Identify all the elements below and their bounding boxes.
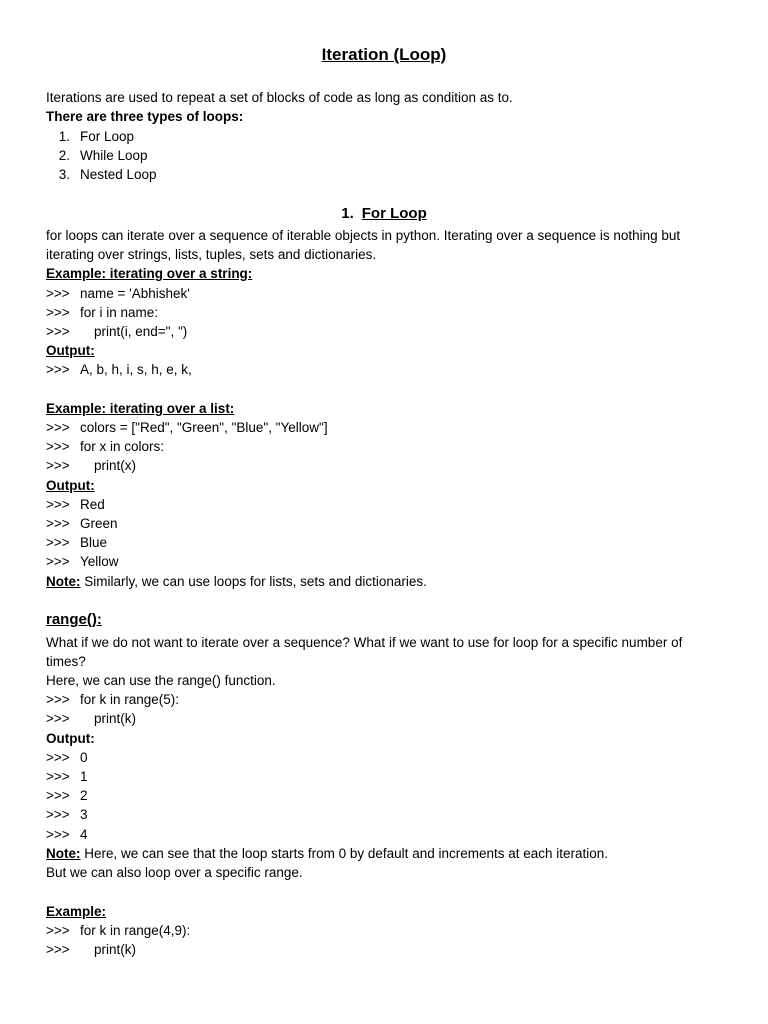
output-line — [46, 805, 88, 824]
section-title: For Loop — [361, 205, 427, 222]
output-text: 4 — [80, 827, 88, 842]
prompt: >>> — [46, 769, 70, 784]
output-line — [46, 767, 88, 786]
code-text: colors = ["Red", "Green", "Blue", "Yellow"] — [80, 420, 328, 435]
range-desc-line2: times? — [46, 654, 86, 669]
code-text: for i in name: — [80, 305, 159, 320]
code-line — [46, 303, 158, 322]
output-text: 3 — [80, 807, 88, 822]
output-text: Green — [80, 516, 118, 531]
code-text: for k in range(4,9): — [80, 923, 191, 938]
prompt: >>> — [46, 554, 70, 569]
example-label: Example: — [46, 904, 107, 919]
prompt: >>> — [46, 711, 70, 726]
prompt: >>> — [46, 942, 70, 957]
output-line — [46, 514, 118, 533]
code-line — [46, 709, 136, 728]
output-text: 0 — [80, 750, 88, 765]
prompt: >>> — [46, 827, 70, 842]
note-label: Note: — [46, 574, 81, 589]
list-item — [46, 127, 134, 146]
output-line — [46, 748, 88, 767]
prompt: >>> — [46, 362, 70, 377]
prompt: >>> — [46, 305, 70, 320]
note-label: Note: — [46, 846, 81, 861]
prompt: >>> — [46, 807, 70, 822]
list-item — [46, 146, 148, 165]
code-line — [46, 456, 136, 475]
section-number: 1. — [341, 205, 354, 222]
prompt: >>> — [46, 286, 70, 301]
note-line — [46, 844, 608, 863]
note-text: Similarly, we can use loops for lists, sets and dictionaries. — [84, 574, 427, 589]
output-label: Output: — [46, 343, 95, 358]
intro-text: Iterations are used to repeat a set of blocks of code as long as condition as to. — [46, 90, 513, 105]
page-title: Iteration (Loop) — [321, 45, 447, 64]
prompt: >>> — [46, 692, 70, 707]
list-label: While Loop — [80, 148, 148, 163]
prompt: >>> — [46, 439, 70, 454]
code-line — [46, 690, 179, 709]
code-line — [46, 921, 190, 940]
code-text: for x in colors: — [80, 439, 165, 454]
for-loop-heading — [46, 205, 722, 222]
list-number: 2. — [58, 148, 70, 163]
output-text: 2 — [80, 788, 88, 803]
code-text: print(x) — [94, 458, 137, 473]
range-desc-line1: What if we do not want to iterate over a sequence? What if we want to use for loop for a specific number of — [46, 635, 683, 650]
output-text: Yellow — [80, 554, 119, 569]
range-desc-line3: Here, we can use the range() function. — [46, 673, 276, 688]
for-desc-line2: iterating over strings, lists, tuples, sets and dictionaries. — [46, 247, 377, 262]
code-text: name = 'Abhishek' — [80, 286, 190, 301]
range-after-note: But we can also loop over a specific range. — [46, 865, 303, 880]
output-line — [46, 495, 105, 514]
prompt: >>> — [46, 923, 70, 938]
list-number: 1. — [58, 129, 70, 144]
output-text: A, b, h, i, s, h, e, k, — [80, 362, 192, 377]
code-text: print(i, end=", ") — [94, 324, 188, 339]
code-line — [46, 418, 328, 437]
example-string-heading: Example: iterating over a string: — [46, 266, 253, 281]
list-label: For Loop — [80, 129, 135, 144]
code-line — [46, 940, 136, 959]
for-desc-line1: for loops can iterate over a sequence of iterable objects in python. Iterating over a sequence is nothing but — [46, 228, 681, 243]
output-label: Output: — [46, 478, 95, 493]
output-line — [46, 533, 107, 552]
output-line — [46, 825, 88, 844]
prompt: >>> — [46, 420, 70, 435]
output-label: Output: — [46, 731, 95, 746]
list-label: Nested Loop — [80, 167, 157, 182]
example-list-heading: Example: iterating over a list: — [46, 401, 235, 416]
output-line — [46, 786, 88, 805]
code-text: for k in range(5): — [80, 692, 180, 707]
prompt: >>> — [46, 497, 70, 512]
prompt: >>> — [46, 535, 70, 550]
code-line — [46, 437, 164, 456]
prompt: >>> — [46, 324, 70, 339]
output-line — [46, 360, 192, 379]
prompt: >>> — [46, 458, 70, 473]
range-heading: range(): — [46, 611, 102, 628]
code-line — [46, 322, 187, 341]
output-line — [46, 552, 119, 571]
prompt: >>> — [46, 788, 70, 803]
types-heading: There are three types of loops: — [46, 109, 244, 124]
code-text: print(k) — [94, 942, 137, 957]
list-item — [46, 165, 157, 184]
code-line — [46, 284, 190, 303]
list-number: 3. — [58, 167, 70, 182]
prompt: >>> — [46, 516, 70, 531]
output-text: Red — [80, 497, 105, 512]
output-text: Blue — [80, 535, 108, 550]
note-text: Here, we can see that the loop starts from 0 by default and increments at each iteration. — [84, 846, 609, 861]
output-text: 1 — [80, 769, 88, 784]
note-line — [46, 572, 427, 591]
code-text: print(k) — [94, 711, 137, 726]
prompt: >>> — [46, 750, 70, 765]
